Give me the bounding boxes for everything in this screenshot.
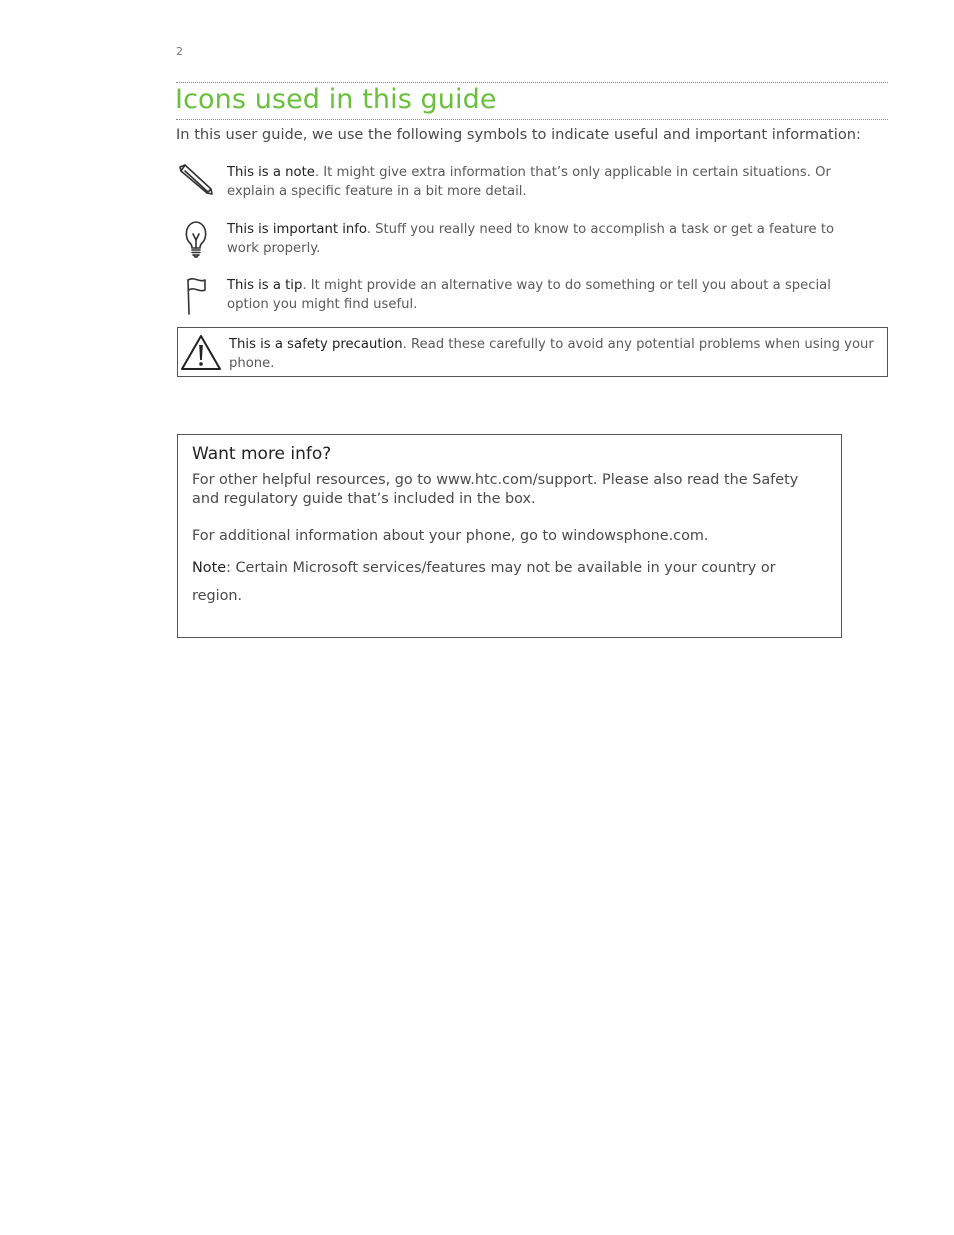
safety-text: . Read these carefully to avoid any potential problems when using your phone.	[229, 337, 874, 371]
warning-triangle-icon	[180, 333, 222, 373]
note-description	[227, 163, 865, 201]
more-info-heading: Want more info?	[192, 444, 332, 464]
lightbulb-icon	[176, 220, 220, 264]
support-paragraph: For other helpful resources, go to www.htc.com/support. Please also read the Safety and regulatory guide that’s included in the box.	[192, 472, 799, 507]
availability-note	[192, 554, 828, 610]
safety-description	[229, 335, 879, 373]
more-info-box	[177, 434, 842, 638]
availability-note-text: : Certain Microsoft services/features may not be available in your country or region.	[192, 560, 776, 604]
important-description	[227, 220, 865, 258]
title-rule-bottom	[176, 119, 888, 120]
title-rule-top	[176, 82, 888, 83]
page-title: Icons used in this guide	[175, 84, 497, 115]
important-text: . Stuff you really need to know to accomplish a task or get a feature to work properly.	[227, 222, 835, 256]
tip-term: This is a tip	[227, 278, 303, 293]
important-term: This is important info	[227, 222, 367, 237]
page-number: 2	[176, 45, 183, 58]
note-text: . It might give extra information that’s only applicable in certain situations. Or explain a specific feature in a bit more detail.	[227, 165, 831, 199]
tip-text: . It might provide an alternative way to do something or tell you about a special option you might find useful.	[227, 278, 831, 312]
pencil-icon	[176, 163, 220, 207]
intro-text: In this user guide, we use the following symbols to indicate useful and important information:	[176, 126, 861, 143]
flag-icon	[176, 276, 220, 320]
note-label: Note	[192, 560, 227, 576]
safety-term: This is a safety precaution	[229, 337, 403, 352]
safety-precaution-box	[177, 327, 888, 377]
note-term: This is a note	[227, 165, 315, 180]
windowsphone-paragraph: For additional information about your phone, go to windowsphone.com.	[192, 528, 709, 544]
tip-description	[227, 276, 865, 314]
